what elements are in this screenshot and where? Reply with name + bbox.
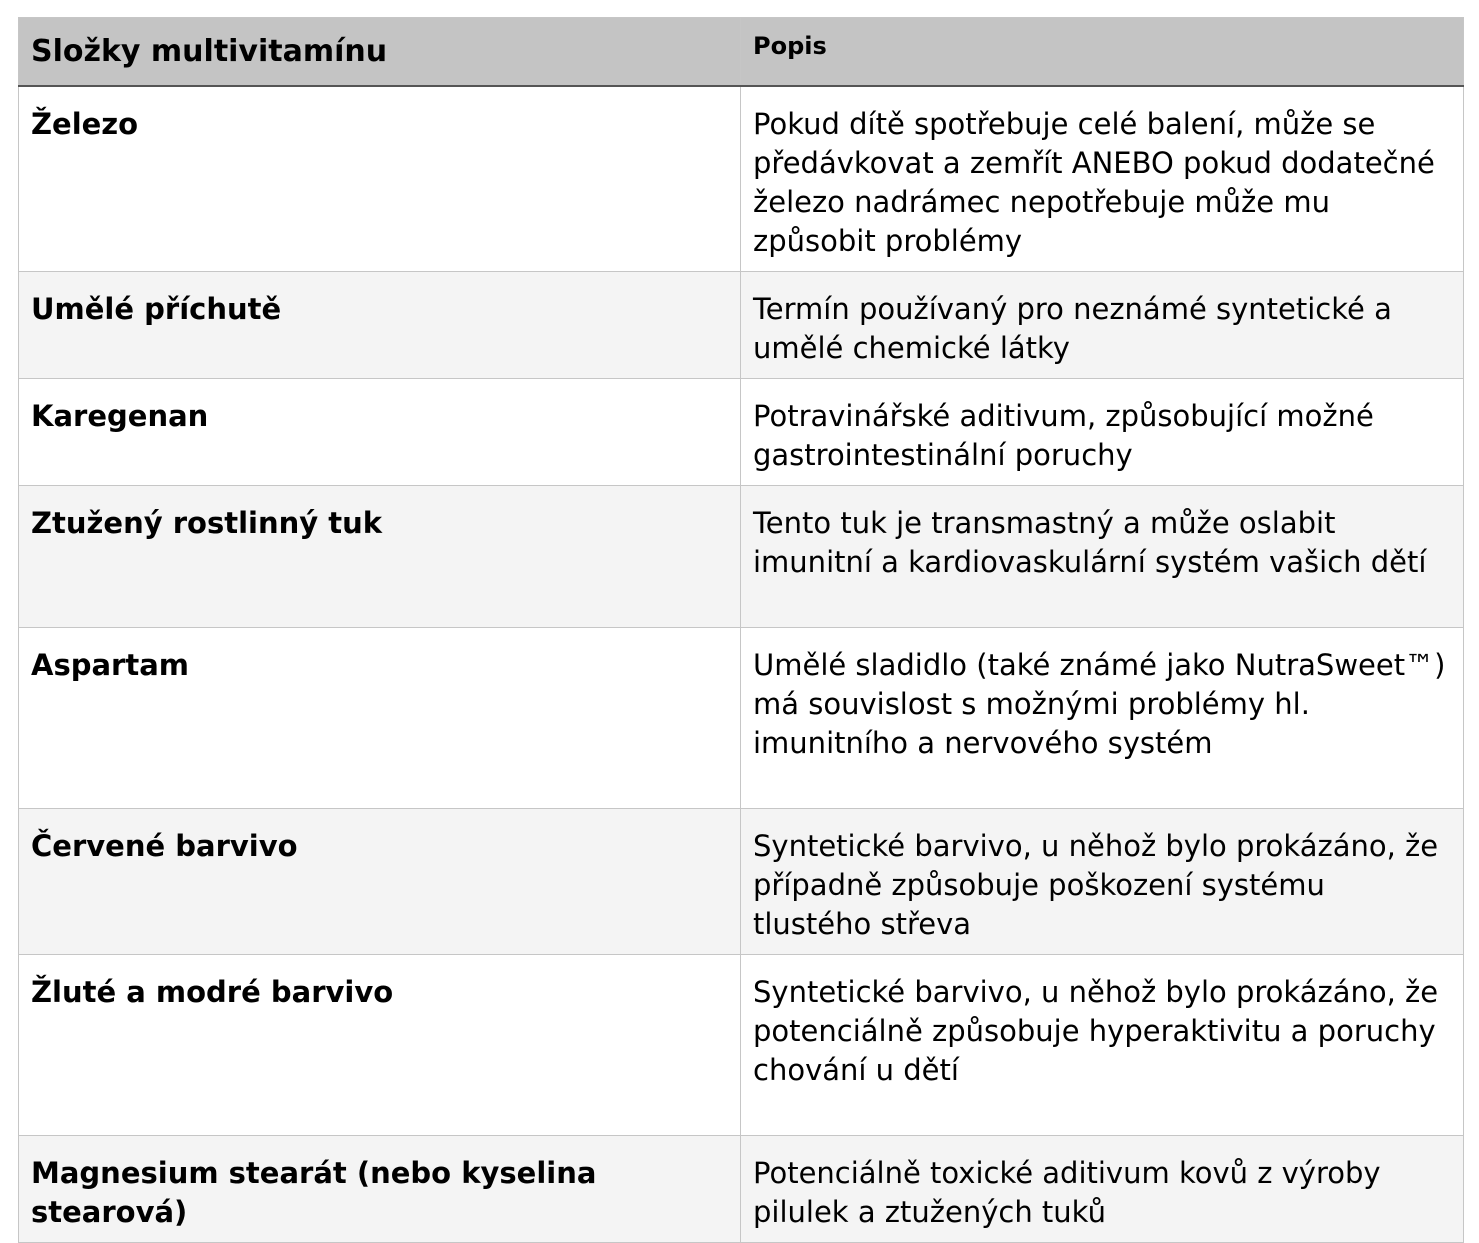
table-row	[19, 485, 1464, 627]
ingredient-name: Aspartam	[19, 627, 741, 808]
ingredient-name: Ztužený rostlinný tuk	[19, 485, 741, 627]
ingredient-description: Syntetické barvivo, u něhož bylo prokázáno, že případně způsobuje poškození systému tlustého střeva	[741, 808, 1464, 954]
ingredient-description: Tento tuk je transmastný a může oslabit imunitní a kardiovaskulární systém vašich dětí	[741, 485, 1464, 627]
table-header-row	[19, 18, 1464, 86]
ingredient-description: Syntetické barvivo, u něhož bylo prokázáno, že potenciálně způsobuje hyperaktivitu a poruchy chování u dětí	[741, 954, 1464, 1135]
ingredient-description: Termín používaný pro neznámé syntetické a umělé chemické látky	[741, 271, 1464, 378]
ingredient-name: Žluté a modré barvivo	[19, 954, 741, 1135]
ingredient-description: Potravinářské aditivum, způsobující možné gastrointestinální poruchy	[741, 378, 1464, 485]
ingredient-description: Pokud dítě spotřebuje celé balení, může se předávkovat a zemřít ANEBO pokud dodatečné železo nadrámec nepotřebuje může mu způsobit problémy	[741, 86, 1464, 272]
ingredient-name: Železo	[19, 86, 741, 272]
table-row	[19, 271, 1464, 378]
table-row	[19, 954, 1464, 1135]
table-row	[19, 627, 1464, 808]
header-ingredients: Složky multivitamínu	[19, 18, 741, 86]
table-row	[19, 86, 1464, 272]
table-row	[19, 378, 1464, 485]
header-description: Popis	[741, 18, 1464, 86]
table-row	[19, 1135, 1464, 1242]
ingredient-name: Červené barvivo	[19, 808, 741, 954]
ingredient-name: Magnesium stearát (nebo kyselina stearová)	[19, 1135, 741, 1242]
ingredient-description: Umělé sladidlo (také známé jako NutraSweet™) má souvislost s možnými problémy hl. imunitního a nervového systém	[741, 627, 1464, 808]
ingredient-name: Umělé příchutě	[19, 271, 741, 378]
table-row	[19, 808, 1464, 954]
ingredients-table	[18, 17, 1464, 1243]
ingredient-description: Potenciálně toxické aditivum kovů z výroby pilulek a ztužených tuků	[741, 1135, 1464, 1242]
ingredient-name: Karegenan	[19, 378, 741, 485]
